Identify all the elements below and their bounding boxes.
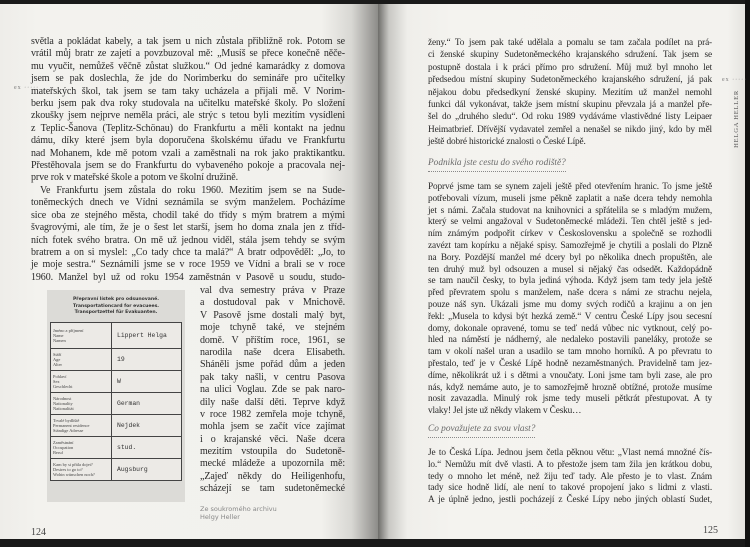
text-line: nás, když nemáme auto, je to samozřejmě hrozně obtížné, protože musíme bbox=[428, 382, 712, 393]
card-field-value: Augsburg bbox=[112, 459, 182, 481]
card-row bbox=[51, 415, 182, 437]
text-line: před převratem spolu s manželem, naše dcera s námi ze strachu nejela, bbox=[428, 288, 712, 299]
text-line: nad Mohanem, kde mě potom vzali a zaměstnali na rok jako praktikantku. bbox=[31, 147, 345, 159]
text-line: moje tchyně také, ve stejném bbox=[200, 322, 345, 334]
card-row bbox=[51, 371, 182, 393]
text-line: mezitím vstoupila do Sudetoně- bbox=[200, 446, 345, 458]
card-label-line: Trvalé bydliště bbox=[53, 417, 80, 423]
text-line: berku jsem pak dva roky studovala na učitelku mateřské školy. Po složení bbox=[31, 97, 345, 109]
text-line: v roce 1982 zemřela moje tchyně, bbox=[200, 408, 345, 420]
text-line: předsedou místní skupiny Sudetoněmeckého krajanského sdružení, já pak bbox=[428, 75, 712, 86]
text-line: ten druhý muž byl odsouzen a musel si nějaký čas odsedět. Každopádně bbox=[428, 264, 712, 275]
text-line: jsem se pak doslechla, že jde do Norimberku do semináře pro učitelky bbox=[31, 73, 345, 85]
card-header-line: Přepravní lístek pro odsunované. bbox=[72, 297, 160, 302]
text-line: dámu, díky které jsem byla doporučena školskému úřadu ve Frankfurtu bbox=[31, 135, 345, 147]
text-line: Sháněli jsme pořád dům a jeden bbox=[200, 359, 345, 371]
card-header-line: Transportationcard for evacuees. bbox=[72, 303, 160, 309]
card-field-label bbox=[51, 393, 112, 415]
card-label-line: Nationalität bbox=[53, 406, 74, 412]
text-line: Poprvé jsme tam se synem zajeli ještě před otevřením hranic. To jsme ještě bbox=[428, 182, 712, 192]
card-label-line: Zaměstnání bbox=[53, 439, 74, 445]
caption-line: Helgy Heller bbox=[200, 513, 240, 521]
text-line: pak taky našli, v centru Pasova bbox=[200, 371, 345, 383]
text-line: potřebovali vízum, museli jsme pěkně zaplatit a naše dcera tehdy nemohla bbox=[428, 193, 712, 204]
text-line: z Teplic-Šanova (Teplitz-Schönau) do Frankfurtu a měli kontakt na jednu bbox=[31, 122, 345, 134]
text-line: funkci dál vykonávat, takže jsem místní skupinu převzala já a manžel pře- bbox=[428, 99, 712, 110]
text-line: na ulici Voglau. Zde se pak naro- bbox=[200, 384, 345, 396]
transport-card-image bbox=[47, 290, 185, 502]
card-label-line: Wohin wünschen noch? bbox=[53, 472, 95, 478]
card-field-value: Nejdek bbox=[112, 415, 182, 437]
text-line: ci ženské skupiny Sudetoněmeckého krajanského sdružení. Tak jsem se bbox=[428, 50, 712, 61]
card-table bbox=[50, 322, 182, 481]
text-line: hled na náměstí je nádherný, ale nedaleko postavili paneláky, protože se bbox=[428, 335, 712, 346]
card-row bbox=[51, 393, 182, 415]
text-line: domy, dokonale opravené, tomu se teď nedá vůbec nic vytknout, celý po- bbox=[428, 323, 712, 334]
text-line: zavézt tam kopírku a nějaké spisy. Samozřejmě je chytili a poslali do Plzně bbox=[428, 240, 712, 251]
card-field-value: W bbox=[112, 371, 182, 393]
text-line: přestalo, teď je v České Lípě hodně nezaměstnaných. Pravidelně tam jez- bbox=[428, 358, 712, 369]
card-row bbox=[51, 437, 182, 459]
card-field-value: German bbox=[112, 393, 182, 415]
text-line: ještě dobré historické znalosti o České Lípě. bbox=[428, 137, 586, 148]
card-header bbox=[47, 297, 185, 317]
text-line: Ve Frankfurtu jsem zůstala do roku 1960. Mezitím jsem se na Sude- bbox=[40, 185, 345, 196]
card-label-line: Age bbox=[53, 356, 61, 362]
text-line: i o krajanské věci. Naše dcera bbox=[200, 433, 345, 445]
text-line: se tam naučil česky, to byla jediná výhoda. Když jsem tam tedy jela ještě bbox=[428, 276, 712, 287]
card-row bbox=[51, 323, 182, 349]
card-label-line: Ständige Adresse bbox=[53, 428, 84, 434]
card-field-label bbox=[51, 349, 112, 371]
card-label-line: Namen bbox=[53, 338, 66, 344]
card-field-label bbox=[51, 371, 112, 393]
image-caption bbox=[200, 505, 277, 521]
text-line: je moje sestra.“ Seznámili jsme se v roce 1959 ve Vídni a brali se v roce bbox=[31, 259, 345, 271]
card-field-value: stud. bbox=[112, 437, 182, 459]
text-line: ních fotek svého bratra. On mě už jednou viděl, stála jsem tehdy se svým bbox=[31, 234, 345, 246]
card-label-line: Jméno a příjmení bbox=[53, 327, 84, 333]
text-line: 1960. Manžel byl už od roku 1954 zaměstnán v Pasově u soudu, studo- bbox=[31, 271, 345, 283]
card-label-line: Name bbox=[53, 332, 64, 338]
text-line: nosit zavazadla. Minulý rok jsme tedy museli pětkrát přestupovat. A ty bbox=[428, 394, 712, 405]
running-head: HELGA HELLER bbox=[733, 90, 740, 148]
text-line: zkoušky jsem nejprve neměla práci, ale strýc s tetou byli mezitím vysídleni bbox=[31, 110, 345, 122]
card-label-line: Alter bbox=[53, 362, 63, 368]
text-line: narodila naše dcera Elisabeth. bbox=[200, 346, 345, 358]
text-line: Je to Česká Lípa. Jednou jsem četla pěknou větu: „Vlast nemá množné čís- bbox=[428, 448, 712, 458]
question-heading-1: Podnikla jste cestu do svého rodiště? bbox=[428, 158, 566, 172]
text-line: díme, několikrát už i s dětmi a vnoučaty. Loni jsme tam byli zase, ale pro bbox=[428, 370, 712, 381]
text-line: mecké mládeže a upozornila mě: bbox=[200, 458, 345, 470]
card-field-label bbox=[51, 437, 112, 459]
right-paragraph-2 bbox=[428, 182, 712, 418]
text-line: na Bory. Pozdější manžel mé dcery byl po několika dnech propuštěn, ale bbox=[428, 252, 712, 263]
card-label-line: Kam by si přála dojet? bbox=[53, 461, 93, 467]
card-row bbox=[51, 349, 182, 371]
left-paragraph-2 bbox=[31, 185, 345, 284]
text-line: sice oba ze stejného města, chodil také do třídy s mým bratrem a mými bbox=[31, 209, 345, 221]
text-line: mateřských škol, tak jsem se tam taky ucházela a přijali mě. V Norim- bbox=[31, 85, 345, 97]
text-line: toněmeckých dnech ve Vídni seznámila se svým manželem. Pocházíme bbox=[31, 197, 345, 209]
text-line: dily naše další děti. Teprve když bbox=[200, 396, 345, 408]
card-field-label bbox=[51, 323, 112, 349]
margin-mark: ex ····· bbox=[722, 77, 748, 83]
card-header-line: Transportzettel für Evakuanten. bbox=[74, 310, 158, 316]
card-label-line: Geschlecht bbox=[53, 384, 73, 390]
card-label-line: Permanent residence bbox=[53, 422, 90, 428]
text-line: jet s námi. Začala studovat na knihovnici a spřátelila se s mladým mužem, bbox=[428, 205, 712, 216]
text-line: vrátil můj bratr ze zajetí a povzbuzoval mě: „Musíš se přece konečně něče- bbox=[31, 48, 345, 60]
text-line: prve rok v mateřské škole a potom ve školní družině. bbox=[31, 172, 238, 184]
question-heading-2: Co považujete za svou vlast? bbox=[428, 424, 535, 438]
text-line: mu vyučit, nemůžeš věčně zůstat služkou.“ Od jedné kamarádky z domova bbox=[31, 60, 345, 72]
text-line: Přestěhovala jsem se do Frankfurtu do vybaveného pokoje a pracovala nej- bbox=[31, 159, 345, 171]
text-line: tedy o mnoho let méně, než žiju teď tady. Ale přesto je to vlast. Znám bbox=[428, 471, 712, 482]
caption-line: Ze soukromého archivu bbox=[200, 505, 277, 513]
text-line: nějakou dobu předsedkyní ženské skupiny. Mezitím už manžel nemohl bbox=[428, 87, 712, 98]
text-line: švagrovými, ale tím, že je o šest let starší, jsem ho doma znala jen z tříd- bbox=[31, 222, 345, 234]
text-line: val dva semestry práva v Praze bbox=[200, 285, 345, 296]
page-number-left: 124 bbox=[31, 527, 46, 538]
card-label-line: Národnost bbox=[53, 395, 72, 401]
card-field-value: 19 bbox=[112, 349, 182, 371]
page-number-right: 125 bbox=[703, 525, 718, 536]
text-line: postupně dostala i k práci přímo pro sdružení. Můj muž byl mnoho let bbox=[428, 62, 712, 73]
card-label-line: Desires to go to? bbox=[53, 466, 83, 472]
right-paragraph-3 bbox=[428, 448, 712, 507]
text-line: tady sice hodně lidí, ale není to takové propojení jako s lidmi z vlasti. bbox=[428, 483, 712, 494]
text-line: pouze náš syn. Ukázali jsme mu domy svých rodičů a krajinu a on jen bbox=[428, 299, 712, 310]
right-paragraph-1 bbox=[428, 37, 712, 149]
card-label-line: Sex bbox=[53, 378, 60, 384]
text-line: „Zajeď někdy do Heiligenhofu, bbox=[200, 470, 345, 482]
text-line: a dostudoval pak v Mnichově. bbox=[200, 297, 345, 309]
text-line: bratrem a on si myslel: „Co tady chce ta malá?“ A bratr odpověděl: „Jo, to bbox=[31, 246, 345, 258]
text-line: lo.“ Nemůžu mít dvě vlasti. A to přestože jsem tam žila jen krátkou dobu, bbox=[428, 459, 712, 470]
card-field-value: Lippert Helga bbox=[112, 323, 182, 349]
left-paragraph-1 bbox=[31, 36, 345, 185]
text-line: řekl: „Musela to kdysi být hezká země.“ V centru České Lípy jsou secesní bbox=[428, 311, 712, 322]
card-label-line: Beruf bbox=[53, 450, 63, 456]
card-label-line: Nationality bbox=[53, 400, 73, 406]
card-row bbox=[51, 459, 182, 481]
card-label-line: Occupation bbox=[53, 444, 74, 450]
text-line: scházejí se tam sudetoněmecké bbox=[200, 483, 345, 495]
text-line: vlaky! Jel jste už někdy vlakem v Česku… bbox=[428, 406, 582, 417]
card-label-line: Pohlaví bbox=[53, 373, 67, 379]
text-line: který se velmi angažoval v Sudetoněmecké mládeži. Ten chtěl ještě s jed- bbox=[428, 217, 712, 228]
text-line: ním známým podpořit církev v Československu a společně se rozhodli bbox=[428, 229, 712, 240]
card-label-line: Stáří bbox=[53, 351, 62, 357]
text-line: ženy.“ To jsem pak také udělala a pomalu se tam začala podílet na prá- bbox=[428, 38, 712, 48]
text-line: A je úplně jedno, jestli pocházejí z České Lípy nebo jiných oblastí Sudet, bbox=[428, 495, 712, 506]
text-line: Heimatbrief. Dřívější vydavatel zemřel a nenašel se nikdo jiný, kdo by měl bbox=[428, 124, 712, 135]
card-field-label bbox=[51, 415, 112, 437]
text-line: domě. V příštím roce, 1961, se bbox=[200, 334, 345, 346]
text-line: V Pasově jsme dostali malý byt, bbox=[200, 309, 345, 321]
text-line: tam v okolí našel uran a usadilo se tam mnoho horníků. A po převratu to bbox=[428, 347, 712, 358]
text-line: světla a pokládat kabely, a tak jsem u nich zůstala přibližně rok. Potom se bbox=[31, 36, 345, 47]
text-line: mohla jsem se začít více zajímat bbox=[200, 421, 345, 433]
card-field-label bbox=[51, 459, 112, 481]
text-line: šel do „druhého sledu“. Od roku 1989 vydáváme vlastivědné listy Leipaer bbox=[428, 112, 712, 123]
margin-mark: ex ····· bbox=[14, 85, 40, 91]
left-paragraph-2-narrow bbox=[200, 285, 345, 496]
